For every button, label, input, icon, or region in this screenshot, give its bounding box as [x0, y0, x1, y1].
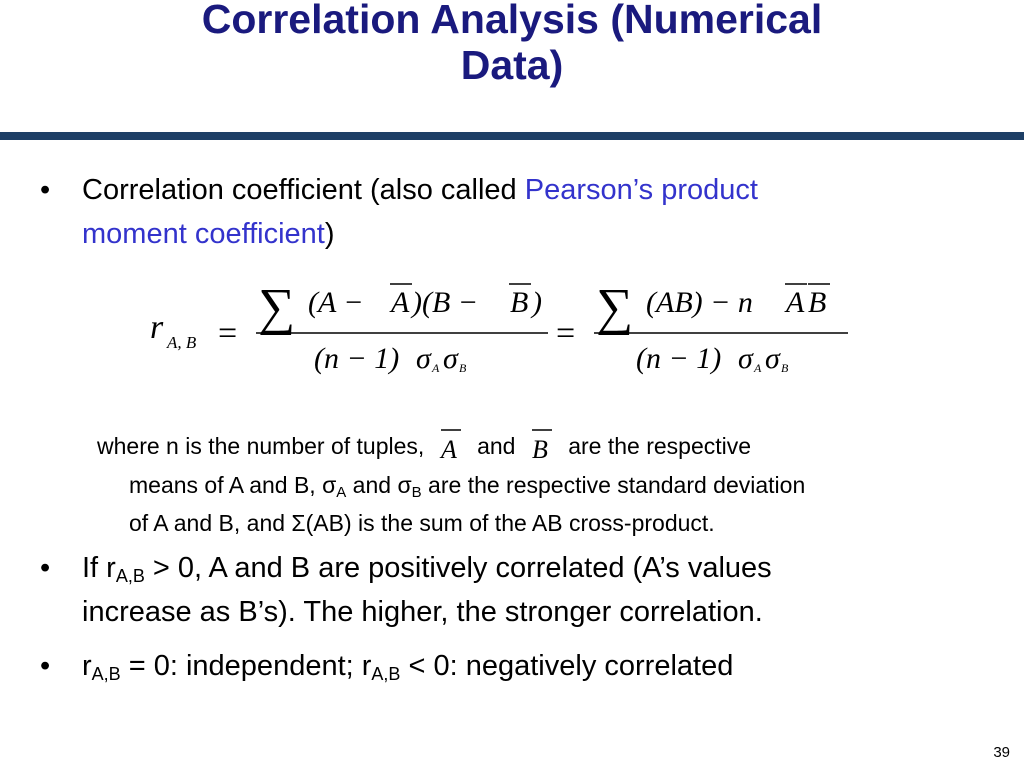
- numerator-1-close: ): [532, 286, 542, 319]
- sigma-b-2: σ: [765, 342, 780, 375]
- formula-equals-2: =: [556, 315, 576, 352]
- bullet-dot: •: [40, 174, 51, 206]
- note-line-2-c: are the respective standard deviation: [421, 472, 806, 498]
- sigma-a-1-sub: A: [432, 361, 440, 375]
- bullet-1-close: ): [324, 218, 335, 250]
- note-part-2: are the respective: [568, 433, 752, 459]
- formula-explanation: [97, 426, 977, 542]
- bullet-1-text: Correlation coefficient (also called: [82, 174, 525, 206]
- bullet-text: [82, 644, 940, 688]
- pearson-formula: [140, 276, 860, 386]
- formula-r: r: [150, 309, 164, 346]
- pearson-term-cont: moment coefficient: [82, 218, 325, 250]
- page-number: 39: [993, 744, 1010, 761]
- note-sigma-a-sub: A: [336, 484, 347, 501]
- numerator-1-part-b: )(B −: [412, 286, 479, 319]
- svg-text:B: B: [531, 435, 548, 464]
- sigma-b-2-sub: B: [781, 361, 789, 375]
- bullet-2-rest: > 0, A and B are positively correlated (A’s values: [144, 552, 772, 584]
- bullet-correlation-coefficient: [40, 168, 940, 256]
- bullet-text: [82, 546, 940, 634]
- slide-title: [0, 0, 1024, 88]
- note-line-2-b: and σ: [346, 472, 412, 498]
- sigma-a-2-sub: A: [754, 361, 762, 375]
- title-line-2: Data): [460, 42, 564, 88]
- note-line-2-a: means of A and B, σ: [129, 472, 337, 498]
- note-and: and: [477, 433, 516, 459]
- mean-b-symbol-2: B: [808, 286, 827, 319]
- pearson-term: Pearson’s product: [524, 174, 758, 206]
- note-sigma-b-sub: B: [411, 484, 422, 501]
- sigma-b-1-sub: B: [459, 361, 467, 375]
- sigma-a-2: σ: [738, 342, 753, 375]
- bullet-independence: [40, 644, 940, 688]
- denominator-1-paren: (n − 1): [314, 342, 400, 375]
- sum-symbol-2: ∑: [596, 279, 634, 336]
- bullet-dot: •: [40, 650, 51, 682]
- bullet-3-end: < 0: negatively correlated: [400, 650, 734, 682]
- mean-b-inline-symbol: [522, 426, 562, 466]
- sum-symbol-1: ∑: [258, 279, 296, 336]
- numerator-1-part-a: (A −: [308, 286, 364, 319]
- mean-a-symbol: A: [391, 286, 410, 319]
- bullet-2-prefix: If r: [82, 552, 116, 584]
- note-line-3: of A and B, and Σ(AB) is the sum of the AB cross-product.: [129, 510, 715, 536]
- numerator-2: (AB) − n: [646, 286, 753, 319]
- bullet-3-mid: = 0: independent; r: [120, 650, 372, 682]
- note-line-2: [97, 466, 977, 504]
- sigma-b-1: σ: [443, 342, 458, 375]
- mean-a-symbol-2: A: [786, 286, 805, 319]
- bullet-3-r1: r: [82, 650, 92, 682]
- bullet-positive-correlation: [40, 546, 940, 634]
- bullet-text: [82, 168, 940, 256]
- mean-b-symbol: B: [510, 286, 529, 319]
- sigma-a-1: σ: [416, 342, 431, 375]
- denominator-2-paren: (n − 1): [636, 342, 722, 375]
- title-line-1: Correlation Analysis (Numerical: [201, 0, 823, 42]
- formula-r-subscript: A, B: [167, 333, 197, 352]
- title-divider: [0, 132, 1024, 140]
- note-line-1: [97, 426, 977, 466]
- bullet-3-sub1: A,B: [91, 664, 121, 684]
- svg-text:A: A: [440, 435, 457, 464]
- note-part-1: where n is the number of tuples,: [97, 433, 431, 459]
- mean-a-inline-symbol: [431, 426, 471, 466]
- formula-equals-1: =: [218, 315, 238, 352]
- bullet-2-line-2: increase as B’s). The higher, the stronger correlation.: [82, 596, 763, 628]
- bullet-3-sub2: A,B: [371, 664, 401, 684]
- bullet-2-subscript: A,B: [115, 566, 145, 586]
- bullet-dot: •: [40, 552, 51, 584]
